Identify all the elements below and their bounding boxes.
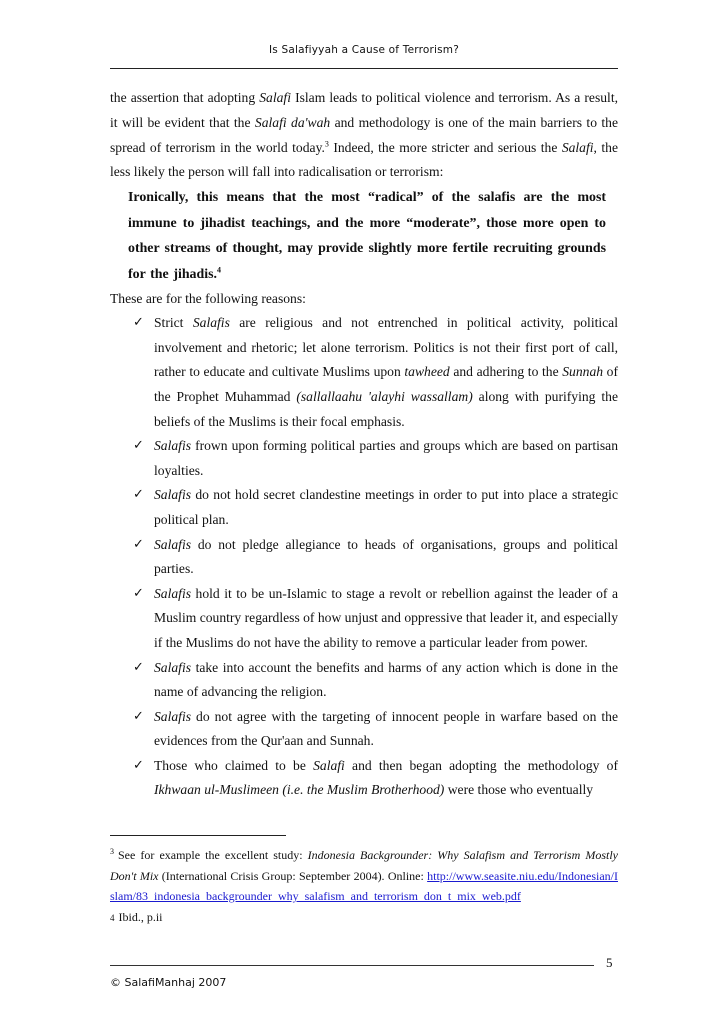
item-text: do not hold secret clandestine meetings in order to put into place a strategic political plan. — [154, 487, 618, 527]
list-item — [110, 582, 618, 656]
item-text: and adhering to the — [449, 364, 563, 380]
item-term: Salafis — [154, 438, 192, 454]
item-term: Salafi — [313, 757, 345, 773]
item-text: Strict — [154, 315, 193, 331]
item-text: Those who claimed to be — [154, 757, 314, 773]
quote-text: Ironically, this means that the most “radical” of the salafis are the most immune to jihadist teachings, and the more “moderate”, those more open to other streams of thought, may provide slightly more fertile recruiting grounds for the jihadis. — [128, 190, 606, 282]
checkmark-icon: ✓ — [133, 585, 144, 601]
footnote-3 — [110, 845, 618, 907]
item-term: tawheed — [404, 364, 450, 380]
copyright-notice: © SalafiManhaj 2007 — [110, 976, 227, 989]
item-text: along with purifying the beliefs of the Muslims is their focal emphasis. — [154, 388, 618, 429]
page-number: 5 — [606, 955, 613, 970]
footnote-text: (International Crisis Group: September 2004). Online: — [158, 868, 428, 883]
checkmark-icon: ✓ — [133, 315, 144, 331]
intro-text: , the less likely the person will fall into radicalisation or terrorism: — [110, 139, 618, 180]
intro-text: and methodology is one of the main barriers to the spread of terrorism in the world today. — [110, 114, 618, 155]
footnote-link[interactable]: http://www.seasite.niu.edu/Indonesian/Islam/83_indonesia_backgrounder_why_salafism_and_terrorism_don_t_mix_web.pdf — [110, 868, 618, 903]
list-item — [110, 483, 618, 532]
reasons-intro: These are for the following reasons: — [110, 291, 306, 307]
reasons-list — [110, 311, 618, 803]
item-text: of the Prophet Muhammad — [154, 364, 618, 404]
intro-term: Salafi — [561, 139, 594, 155]
footer-rule — [110, 965, 594, 966]
list-item — [110, 434, 618, 483]
list-item — [110, 311, 618, 434]
item-term: Salafis — [154, 536, 192, 552]
checkmark-icon: ✓ — [133, 487, 144, 503]
item-term: Salafis — [154, 708, 192, 724]
item-text: take into account the benefits and harms of any action which is done in the name of advancing the religion. — [154, 659, 618, 700]
list-item — [110, 705, 618, 754]
footnote-ref-4[interactable]: 4 — [216, 265, 221, 275]
intro-term: Salafi — [259, 90, 291, 105]
item-term: Ikhwaan ul-Muslimeen (i.e. the Muslim Brotherhood) — [154, 782, 445, 798]
block-quote — [128, 185, 606, 287]
checkmark-icon: ✓ — [133, 536, 144, 552]
list-item — [110, 754, 618, 803]
item-term: Salafis — [154, 487, 192, 503]
item-term: Salafis — [154, 659, 192, 675]
footnotes — [110, 845, 618, 927]
item-text: do not pledge allegiance to heads of organisations, groups and political parties. — [154, 536, 618, 577]
checkmark-icon: ✓ — [133, 438, 144, 454]
item-term: Salafis — [192, 315, 230, 331]
item-term: Salafis — [154, 585, 192, 601]
footnote-number: 3 — [110, 847, 114, 856]
item-text: and then began adopting the methodology of — [344, 757, 618, 773]
intro-text: Islam leads to political violence and terrorism. As a result, it will be evident that the — [110, 90, 619, 130]
item-text: were those who eventually — [444, 782, 594, 798]
intro-term: Salafi da'wah — [254, 114, 331, 130]
footnote-number: 4 — [110, 912, 115, 923]
checkmark-icon: ✓ — [133, 659, 144, 675]
footnote-title: Indonesia Backgrounder: Why Salafism and Terrorism Mostly Don't Mix — [110, 848, 618, 883]
item-text: hold it to be un-Islamic to stage a revolt or rebellion against the leader of a Muslim country regardless of how unjust and oppressive that leader it, and especially if the Muslims do not have the ability to remove a particular leader from power. — [154, 585, 618, 650]
item-term: (sallallaahu 'alayhi wassallam) — [296, 388, 473, 404]
item-term: Sunnah — [562, 364, 604, 380]
intro-text: Indeed, the more stricter and serious the — [328, 139, 562, 155]
intro-paragraph — [110, 86, 618, 185]
page-body — [110, 86, 618, 803]
footnote-text: See for example the excellent study: — [118, 848, 308, 862]
checkmark-icon: ✓ — [133, 708, 144, 724]
item-text: are religious and not entrenched in political activity, political involvement and rhetoric; let alone terrorism. Politics is not their first port of call, rather to educate and cultivate Muslims upon — [154, 315, 618, 380]
footnote-text: Ibid., p.ii — [118, 909, 163, 924]
footnote-4 — [110, 907, 618, 928]
header-rule — [110, 68, 618, 69]
item-text: do not agree with the targeting of innocent people in warfare based on the evidences from the Qur'aan and Sunnah. — [154, 708, 618, 749]
list-item — [110, 533, 618, 582]
intro-text: the assertion that adopting — [110, 90, 260, 105]
list-item — [110, 656, 618, 705]
footnote-rule — [110, 835, 286, 836]
running-header-title: Is Salafiyyah a Cause of Terrorism? — [269, 44, 459, 56]
item-text: frown upon forming political parties and groups which are based on partisan loyalties. — [154, 438, 618, 478]
checkmark-icon: ✓ — [133, 757, 144, 773]
footnote-ref-3[interactable]: 3 — [324, 139, 329, 149]
